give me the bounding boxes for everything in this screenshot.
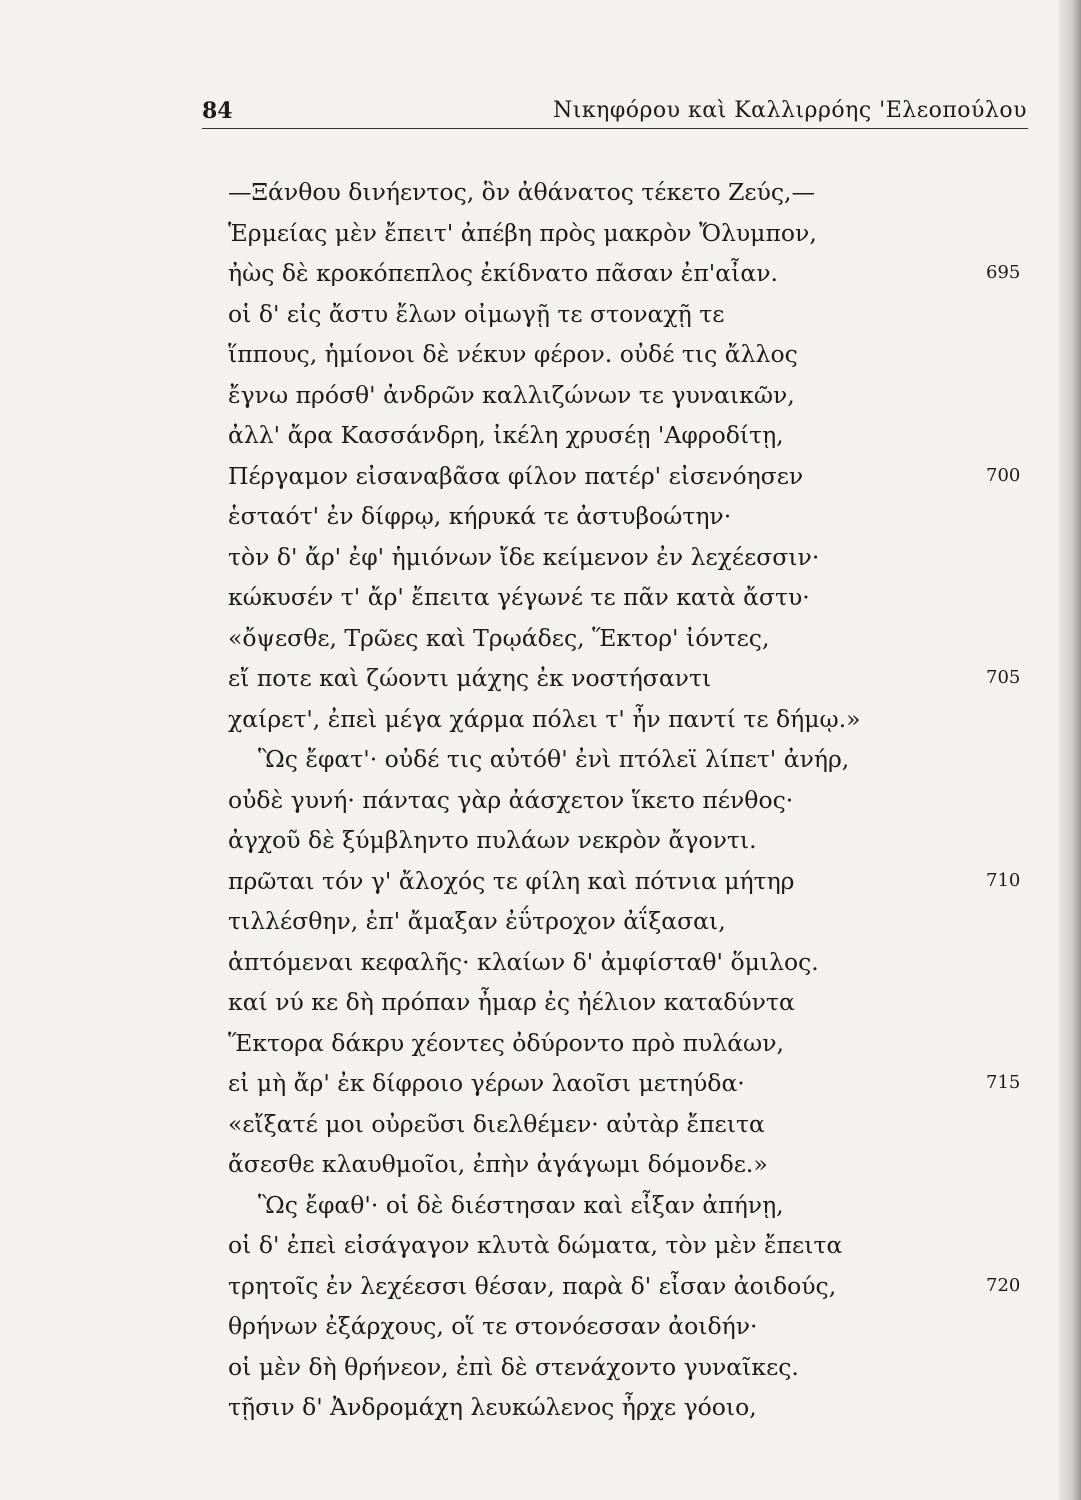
verse-text: πρῶται τόν γ' ἄλοχός τε φίλη καὶ πότνια μήτηρ: [228, 866, 795, 895]
verse-text: ἀγχοῦ δὲ ξύμβληντο πυλάων νεκρὸν ἄγοντι.: [228, 826, 757, 854]
verse-text: Πέργαμον εἰσαναβᾶσα φίλον πατέρ' εἰσενόησεν: [228, 461, 804, 490]
line-number: 700: [986, 464, 1021, 486]
verse-text: ἔγνω πρόσθ' ἀνδρῶν καλλιζώνων τε γυναικῶν,: [228, 380, 795, 409]
verse-line: [0, 780, 1081, 821]
verse-line: [0, 456, 1081, 497]
verse-text: οὐδὲ γυνή· πάντας γὰρ ἀάσχετον ἵκετο πένθος·: [228, 785, 794, 814]
verse-line: [0, 294, 1081, 335]
verse-text: τρητοῖς ἐν λεχέεσσι θέσαν, παρὰ δ' εἶσαν ἀοιδούς,: [228, 1271, 837, 1300]
verse-text: ἠὼς δὲ κροκόπεπλος ἐκίδνατο πᾶσαν ἐπ'αἶαν.: [228, 259, 778, 287]
page-header: [0, 0, 1081, 140]
verse-text: ἀλλ' ἄρα Κασσάνδρη, ἰκέλη χρυσέῃ 'Αφροδίτῃ,: [228, 421, 784, 449]
verse-text: Ὣς ἔφατ'· οὐδέ τις αὐτόθ' ἐνὶ πτόλεϊ λίπετ' ἀνήρ,: [258, 745, 850, 773]
line-number: 695: [986, 262, 1021, 283]
verse-line: [0, 496, 1081, 537]
verse-text: εἴ ποτε καὶ ζώοντι μάχης ἐκ νοστήσαντι: [228, 664, 712, 692]
verse-line: [0, 415, 1081, 456]
verse-line: [0, 1063, 1081, 1104]
verse-text: καί νύ κε δὴ πρόπαν ἦμαρ ἐς ἠέλιον καταδύντα: [228, 988, 795, 1016]
verse-text: ἁπτόμεναι κεφαλῆς· κλαίων δ' ἀμφίσταθ' ὅμιλος.: [228, 947, 819, 976]
verse-text: οἱ δ' ἐπεὶ εἰσάγαγον κλυτὰ δώματα, τὸν μὲν ἔπειτα: [228, 1231, 843, 1259]
verse-line: [0, 739, 1081, 780]
verse-line: [0, 1347, 1081, 1388]
verse-text: ἄσεσθε κλαυθμοῖοι, ἐπὴν ἀγάγωμι δόμονδε.»: [228, 1150, 768, 1178]
verse-line: [0, 172, 1081, 213]
verse-line: [0, 1185, 1081, 1226]
verse-line: [0, 1023, 1081, 1064]
verse-line: [0, 861, 1081, 902]
verse-line: [0, 658, 1081, 699]
line-number: 715: [986, 1072, 1021, 1093]
verse-text: κώκυσέν τ' ἄρ' ἔπειτα γέγωνέ τε πᾶν κατὰ ἄστυ·: [228, 583, 810, 611]
verse-line: [0, 253, 1081, 294]
verse-text: —Ξάνθου δινήεντος, ὃν ἀθάνατος τέκετο Ζεύς,—: [228, 178, 815, 206]
line-number: 705: [986, 667, 1021, 688]
verse-text: «εἴξατέ μοι οὐρεῦσι διελθέμεν· αὐτὰρ ἔπειτα: [228, 1109, 765, 1138]
verse-text: εἰ μὴ ἄρ' ἐκ δίφροιο γέρων λαοῖσι μετηύδα·: [228, 1069, 745, 1097]
verse-line: [0, 577, 1081, 618]
verse-text: Ὣς ἔφαθ'· οἱ δὲ διέστησαν καὶ εἶξαν ἀπήνῃ,: [258, 1190, 784, 1219]
verse-line: [0, 982, 1081, 1023]
verse-line: [0, 537, 1081, 578]
running-head: Νικηφόρου καὶ Καλλιρρόης 'Ελεοπούλου: [553, 98, 1027, 123]
verse-text: τιλλέσθην, ἐπ' ἄμαξαν ἐΰτροχον ἀΐξασαι,: [228, 907, 726, 935]
verse-line: [0, 1266, 1081, 1307]
page-number: 84: [202, 98, 233, 124]
line-number: 720: [986, 1274, 1021, 1296]
verse-text: τὸν δ' ἄρ' ἐφ' ἡμιόνων ἴδε κείμενον ἐν λεχέεσσιν·: [228, 542, 820, 571]
verse-text: «ὄψεσθε, Τρῶες καὶ Τρῳάδες, Ἕκτορ' ἰόντες,: [228, 623, 770, 652]
line-number: 710: [986, 869, 1021, 891]
verse-line: [0, 1144, 1081, 1185]
verse-line: [0, 375, 1081, 416]
verse-line: [0, 820, 1081, 861]
verse-line: [0, 699, 1081, 740]
verse-line: [0, 1225, 1081, 1266]
verse-line: [0, 618, 1081, 659]
verse-line: [0, 942, 1081, 983]
verse-text: Ἕκτορα δάκρυ χέοντες ὀδύροντο πρὸ πυλάων,: [228, 1028, 784, 1057]
verse-line: [0, 213, 1081, 254]
verse-text: τῇσιν δ' Ἀνδρομάχη λευκώλενος ἦρχε γόοιο,: [228, 1393, 757, 1421]
verse-text: ἵππους, ἡμίονοι δὲ νέκυν φέρον. οὐδέ τις ἄλλος: [228, 340, 798, 368]
verse-text: χαίρετ', ἐπεὶ μέγα χάρμα πόλει τ' ἦν παντί τε δήμῳ.»: [228, 704, 861, 733]
verse-text: ἑσταότ' ἐν δίφρῳ, κήρυκά τε ἀστυβοώτην·: [228, 502, 732, 530]
verse-line: [0, 901, 1081, 942]
verse-line: [0, 1387, 1081, 1428]
verse-text: οἱ μὲν δὴ θρήνεον, ἐπὶ δὲ στενάχοντο γυναῖκες.: [228, 1352, 799, 1381]
header-rule: [202, 128, 1028, 129]
verse-text: οἱ δ' εἰς ἄστυ ἔλων οἰμωγῇ τε στοναχῇ τε: [228, 299, 725, 328]
verse-text: Ἑρμείας μὲν ἔπειτ' ἀπέβη πρὸς μακρὸν Ὄλυμπον,: [228, 218, 817, 247]
verse-line: [0, 1104, 1081, 1145]
poem-text-block: [0, 172, 1081, 1428]
verse-text: θρήνων ἐξάρχους, οἵ τε στονόεσσαν ἀοιδήν·: [228, 1312, 758, 1340]
verse-line: [0, 334, 1081, 375]
verse-line: [0, 1306, 1081, 1347]
